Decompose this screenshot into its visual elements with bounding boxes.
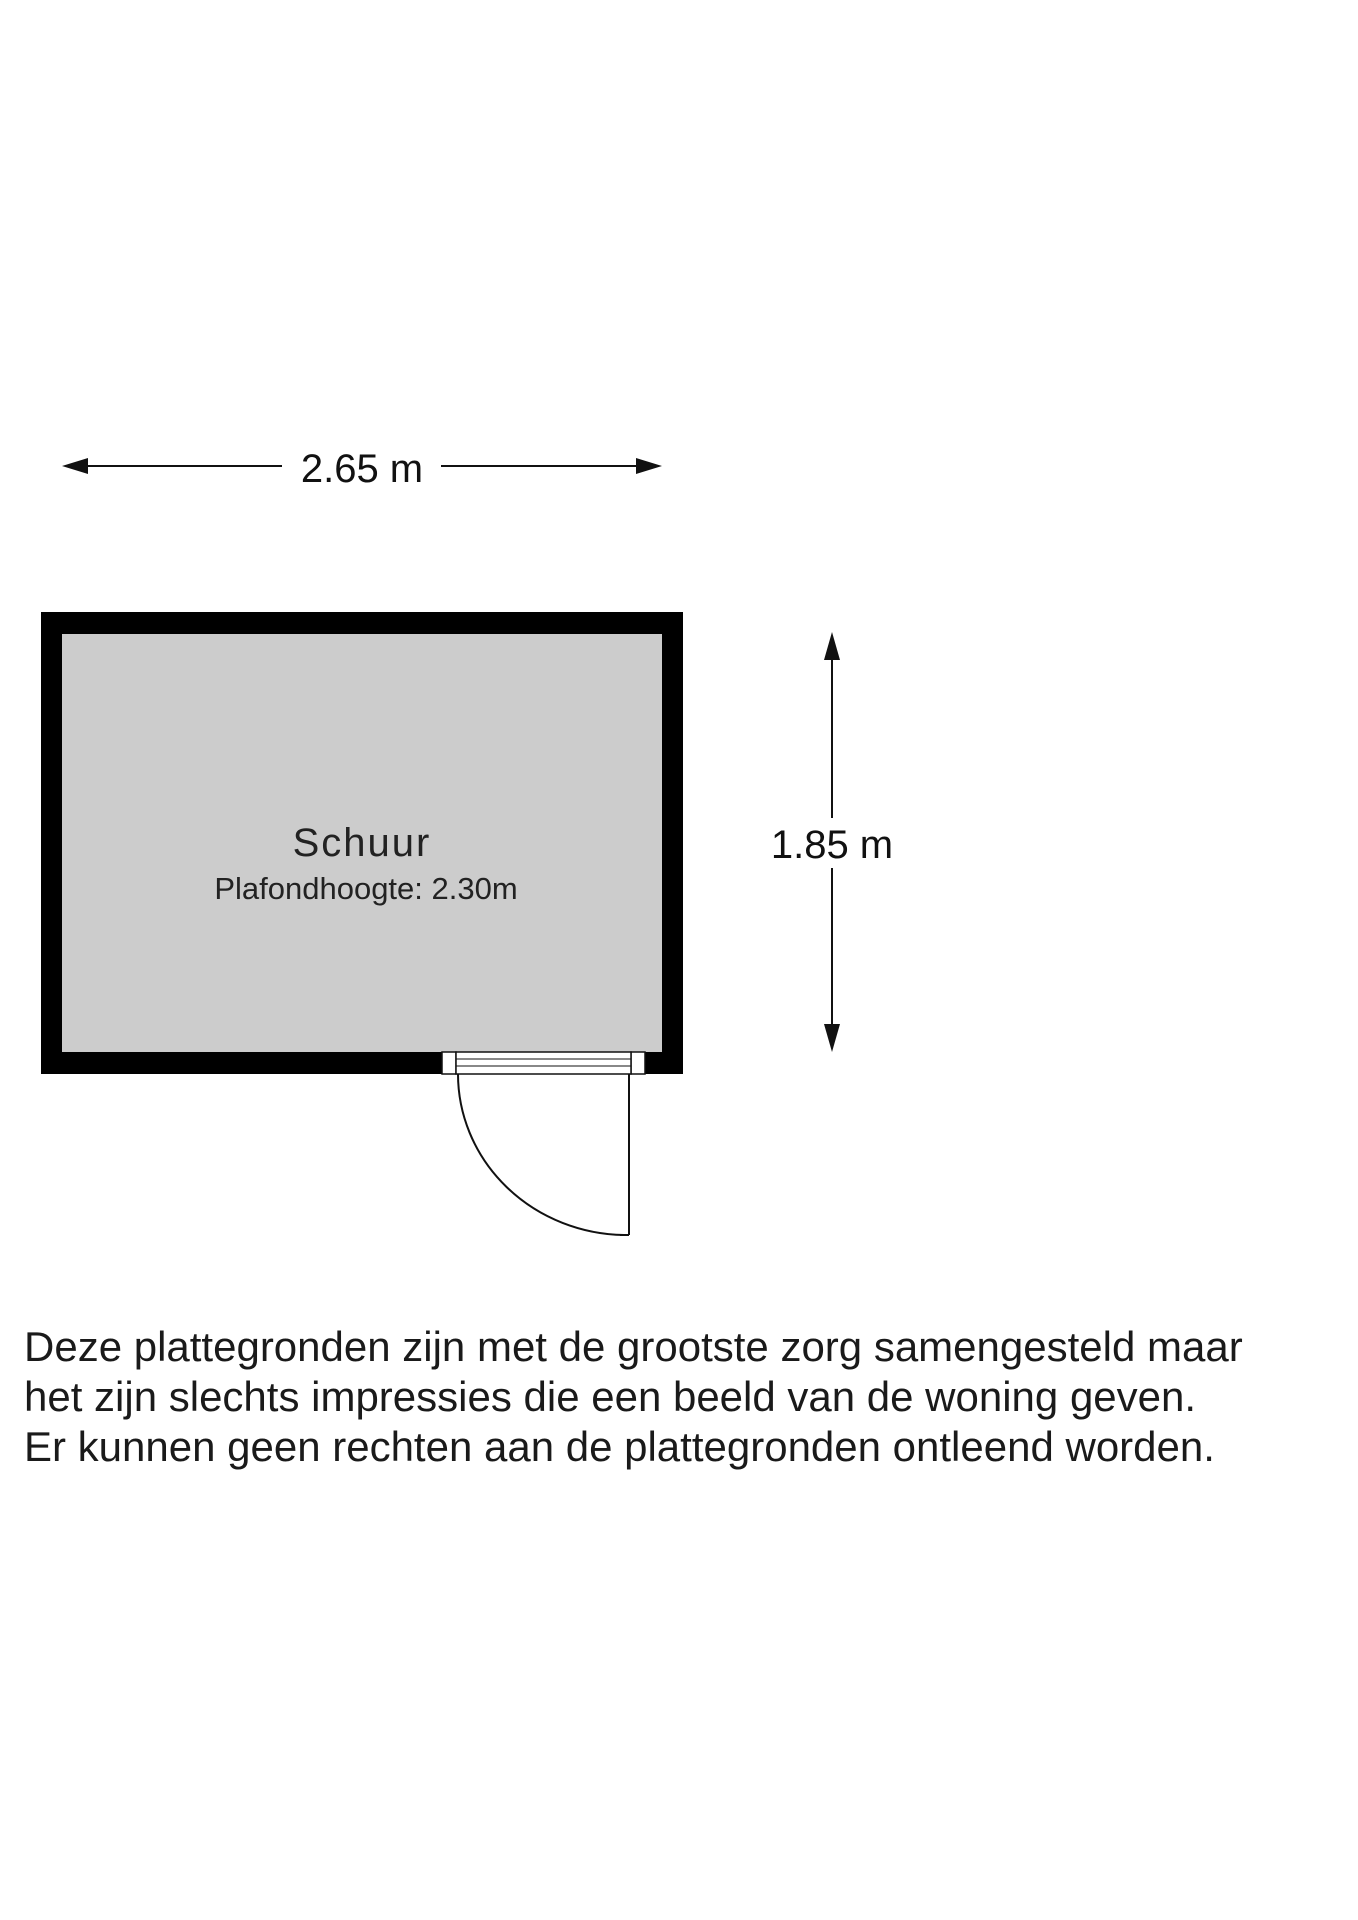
door-threshold	[442, 1052, 645, 1074]
disclaimer-line-2: het zijn slechts impressies die een beeld van de woning geven.	[24, 1373, 1197, 1420]
disclaimer	[24, 1322, 1344, 1472]
depth-arrow-bottom	[824, 1024, 840, 1052]
width-arrow-left	[62, 458, 88, 474]
disclaimer-line-3: Er kunnen geen rechten aan de plattegronden ontleend worden.	[24, 1423, 1215, 1470]
wall-bottom-right	[645, 1052, 683, 1074]
wall-top	[41, 612, 683, 634]
wall-bottom-left	[41, 1052, 442, 1074]
depth-label: 1.85 m	[770, 823, 894, 867]
door-swing	[458, 1074, 629, 1235]
width-arrow-right	[636, 458, 662, 474]
room-ceiling-height: Plafondhoogte: 2.30m	[214, 871, 518, 906]
door-frame-right	[631, 1052, 645, 1074]
room-name: Schuur	[292, 821, 432, 865]
disclaimer-line-1: Deze plattegronden zijn met de grootste zorg samengesteld maar	[24, 1323, 1243, 1370]
wall-left	[41, 612, 62, 1074]
wall-right	[662, 612, 683, 1074]
depth-dimension	[771, 632, 893, 1052]
depth-arrow-top	[824, 632, 840, 660]
door-swing-arc	[458, 1074, 624, 1235]
door-frame-left	[442, 1052, 456, 1074]
width-label: 2.65 m	[300, 447, 424, 491]
door-sill	[456, 1052, 631, 1074]
width-dimension	[62, 447, 662, 491]
